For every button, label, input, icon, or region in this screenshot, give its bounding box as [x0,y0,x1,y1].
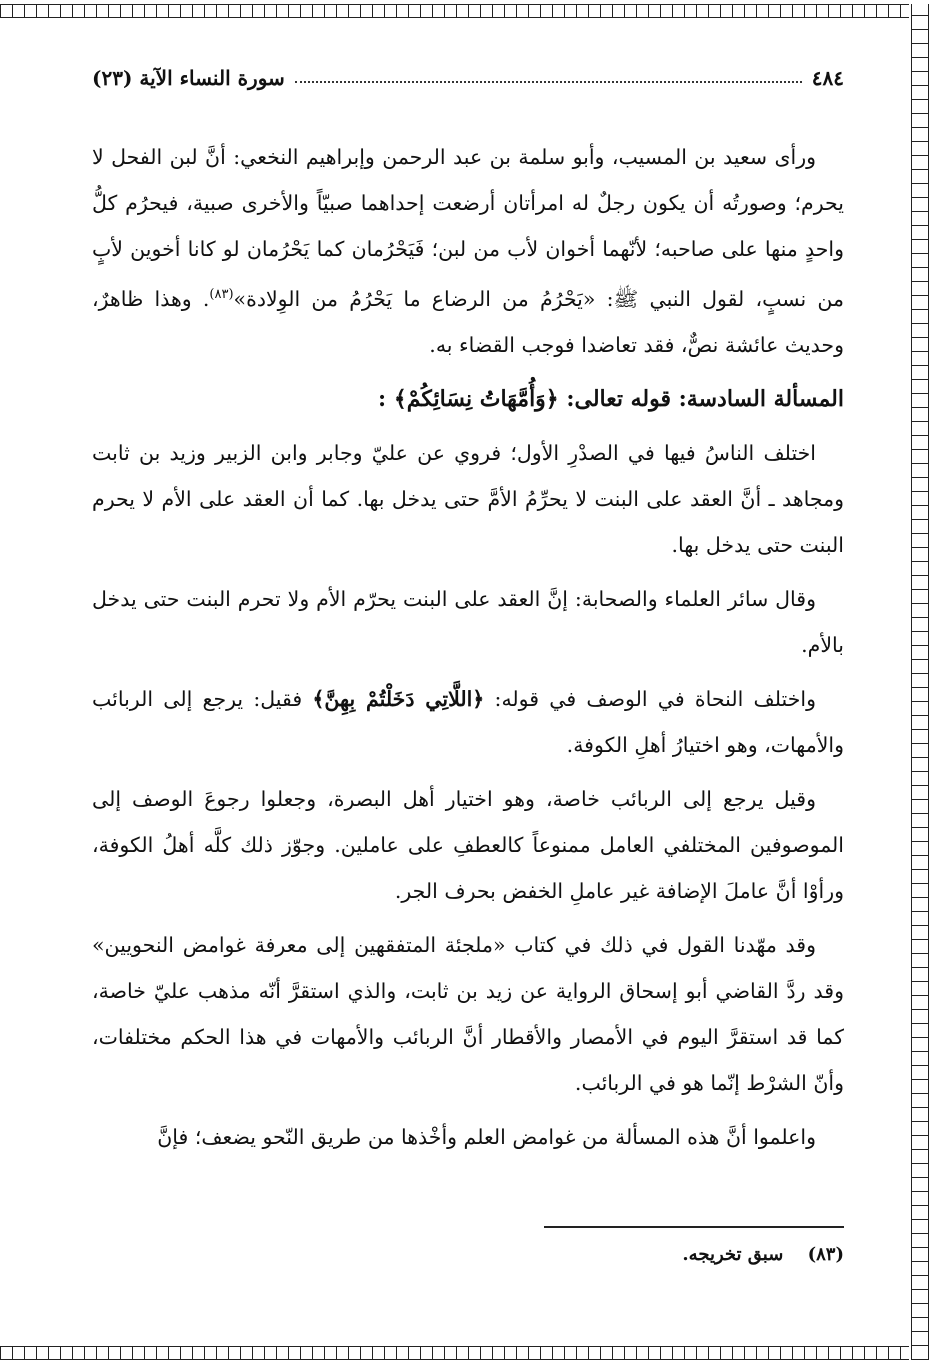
paragraph-4 [92,676,844,768]
decorative-border-right [911,4,929,1360]
paragraph-2: اختلف الناسُ فيها في الصدْرِ الأول؛ فروي عن عليّ وجابر وابن الزبير وزيد بن ثابت ومجاهد ـ أنَّ العقد على البنت لا يحرِّمُ الأمَّ حتى يدخل بها. كما أن العقد على الأم لا يحرم البنت حتى يدخل بها. [92,440,844,557]
paragraph-4-text-b: فقيل: يرجع إلى الربائب والأمهات، وهو اختيارُ أهلِ الكوفة. [92,686,844,757]
heading-suffix: : [378,385,387,412]
paragraph-3: وقال سائر العلماء والصحابة: إنَّ العقد على البنت يحرّم الأم ولا تحرم البنت حتى يدخل بالأم. [92,586,844,657]
paragraph-1 [92,134,844,368]
paragraph-6: وقد مهّدنا القول في ذلك في كتاب «ملجئة المتفقهين إلى معرفة غوامض النحويين» وقد ردَّ القاضي أبو إسحاق الرواية عن زيد بن ثابت، والذي استقرَّ أنّه مذهب عليّ خاصة، كما قد استقرَّ اليوم في الأمصار والأقطار أنَّ الربائب والأمهات في هذا الحكم مختلفات، وأنّ الشرْط إنّما هو في الربائب. [92,932,844,1095]
footnote [92,1244,844,1265]
surah-title: سورة النساء الآية (٢٣) [92,66,285,90]
paragraph-4-text-a: واختلف النحاة في الوصف في قوله: [494,686,816,711]
section-heading [92,376,844,422]
book-page [92,58,844,1308]
header-dotted-leader [295,81,802,83]
page-header [92,58,844,98]
decorative-border-top [0,4,909,18]
main-text [92,134,844,1160]
paragraph-1-text-b: . وهذا ظاهرٌ، وحديث عائشة نصٌّ، فقد تعاضدا فوجب القضاء به. [92,286,844,357]
paragraph-5: وقيل يرجع إلى الربائب خاصة، وهو اختيار أهل البصرة، وجعلوا رجوعَ الوصف إلى الموصوفين المختلفي العامل ممنوعاً كالعطفِ على عاملين. وجوّز ذلك كلَّه أهلُ الكوفة، ورأوْا أنَّ عاملَ الإضافة غير عاملِ الخفض بحرف الجر. [92,786,844,903]
paragraph-7: واعلموا أنَّ هذه المسألة من غوامض العلم وأخْذها من طريق النّحو يضعف؛ فإنَّ [157,1124,816,1149]
decorative-border-bottom [0,1346,909,1360]
heading-prefix: المسألة السادسة: قوله تعالى: [566,385,844,412]
footnote-reference: (٨٣) [209,287,234,302]
footnote-text: سبق تخريجه. [682,1244,784,1265]
page-number: ٤٨٤ [811,66,844,90]
footnote-number: (٨٣) [807,1244,844,1265]
heading-quran-verse: ﴿وَأُمَّهَاتُ نِسَائِكُمْ﴾ [393,385,559,412]
paragraph-4-quran-verse: ﴿اللَّاتِي دَخَلْتُمْ بِهِنَّ﴾ [312,686,485,711]
paragraph-1-text-a: ورأى سعيد بن المسيب، وأبو سلمة بن عبد الرحمن وإبراهيم النخعي: أنَّ لبن الفحل لا يحرم؛ وصورتُه أن يكون رجلٌ له امرأتان أرضعت إحداهما صبيّاً والأخرى صبية، فيحرُم كلُّ واحدٍ منها على صاحبه؛ لأنّهما أخوان لأب من لبن؛ فَيَحْرُمان كما يَحْرُمان لو كانا أخوين لأبٍ من نسبٍ، لقول النبي ﷺ: «يَحْرُمُ من الرضاع ما يَحْرُمُ من الوِلادة» [92,145,845,311]
footnote-divider [544,1226,844,1228]
